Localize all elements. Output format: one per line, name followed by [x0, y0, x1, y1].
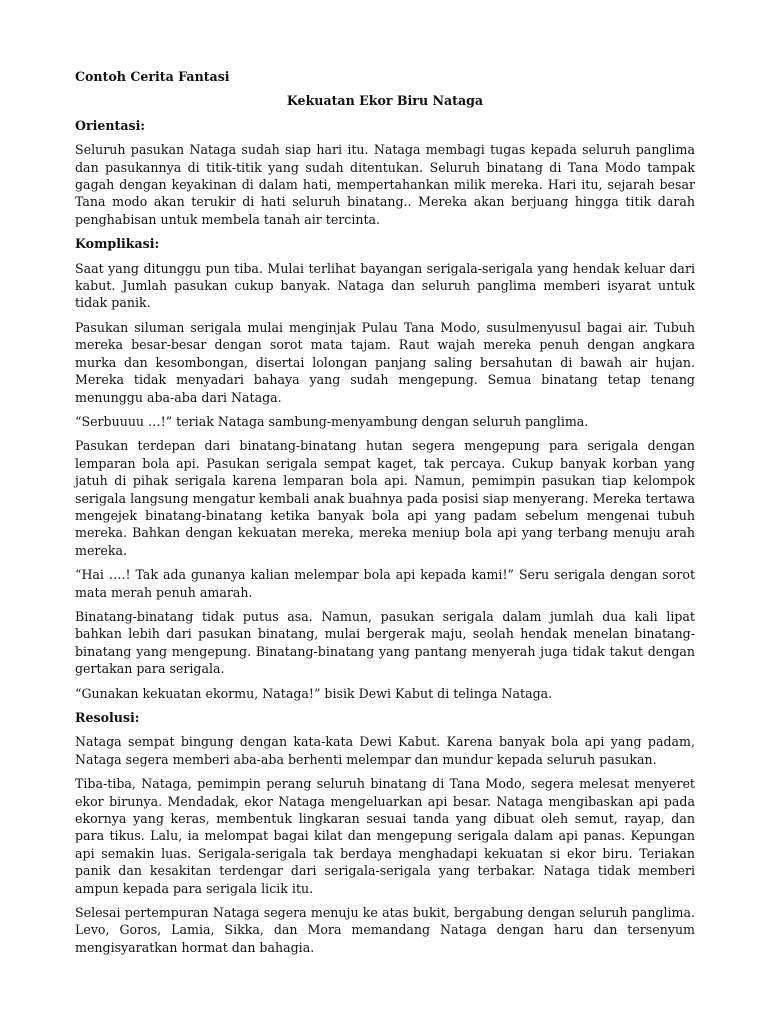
paragraph: Seluruh pasukan Nataga sudah siap hari itu. Nataga membagi tugas kepada seluruh panglima dan pasukannya di titik-titik yang sudah ditentukan. Seluruh binatang di Tana Modo tampak gagah dengan keyakinan di dalam hati, mempertahankan milik mereka. Hari itu, sejarah besar Tana modo akan terukir di hati seluruh binatang.. Mereka akan berjuang hingga titik darah penghabisan untuk membela tanah air tercinta. [75, 142, 695, 227]
paragraph: Binatang-binatang tidak putus asa. Namun, pasukan serigala dalam jumlah dua kali lipat bahkan lebih dari pasukan binatang, mulai bergerak maju, seolah hendak menelan binatang-binatang yang mengepung. Binatang-binatang yang pantang menyerah juga tidak takut dengan gertakan para serigala. [75, 608, 695, 677]
section-heading-resolusi: Resolusi: [75, 710, 140, 725]
paragraph: Saat yang ditunggu pun tiba. Mulai terlihat bayangan serigala-serigala yang hendak keluar dari kabut. Jumlah pasukan cukup banyak. Nataga dan seluruh panglima memberi isyarat untuk tidak panik. [75, 260, 695, 311]
paragraph: “Hai ….! Tak ada gunanya kalian melempar bola api kepada kami!” Seru serigala dengan sorot mata merah penuh amarah. [75, 567, 695, 600]
paragraph: “Gunakan kekuatan ekormu, Nataga!” bisik Dewi Kabut di telinga Nataga. [75, 685, 553, 701]
document-page [75, 68, 695, 963]
paragraph: Pasukan terdepan dari binatang-binatang hutan segera mengepung para serigala dengan lemparan bola api. Pasukan serigala sempat kaget, tak percaya. Cukup banyak korban yang jatuh di pihak serigala karena lemparan bola api. Namun, pemimpin pasukan tiap kelompok serigala langsung mengatur kembali anak buahnya pada posisi siap menyerang. Mereka tertawa mengejek binatang-binatang ketika banyak bola api yang padam sebelum mengenai tubuh mereka. Bahkan dengan kekuatan mereka, mereka meniup bola api yang terbang menuju arah mereka. [75, 438, 695, 558]
story-title: Kekuatan Ekor Biru Nataga [286, 93, 484, 109]
paragraph: Tiba-tiba, Nataga, pemimpin perang seluruh binatang di Tana Modo, segera melesat menyeret ekor birunya. Mendadak, ekor Nataga mengeluarkan api besar. Nataga mengibaskan api pada ekornya yang keras, membentuk lingkaran sesuai tanda yang dibuat oleh semut, rayap, dan para tikus. Lalu, ia melompat bagai kilat dan mengepung serigala dalam api panas. Kepungan api semakin luas. Serigala-serigala tak berdaya menghadapi kekuatan si ekor biru. Teriakan panik dan kesakitan terdengar dari serigala-serigala yang terbakar. Nataga tidak memberi ampun kepada para serigala licik itu. [75, 776, 695, 896]
paragraph: Nataga sempat bingung dengan kata-kata Dewi Kabut. Karena banyak bola api yang padam, Nataga segera memberi aba-aba berhenti melempar dan mundur kepada seluruh pasukan. [75, 734, 695, 767]
section-heading-orientasi: Orientasi: [75, 117, 146, 133]
document-title: Contoh Cerita Fantasi [75, 69, 230, 84]
paragraph: Pasukan siluman serigala mulai menginjak Pulau Tana Modo, susulmenyusul bagai air. Tubuh mereka besar-besar dengan sorot mata tajam. Raut wajah mereka penuh dengan angkara murka dan kesombongan, disertai lolongan panjang saling bersahutan di bawah air hujan. Mereka tidak menyadari bahaya yang sudah mengepung. Semua binatang tetap tenang menunggu aba-aba dari Nataga. [75, 319, 695, 405]
paragraph: Selesai pertempuran Nataga segera menuju ke atas bukit, bergabung dengan seluruh panglima. Levo, Goros, Lamia, Sikka, dan Mora memandang Nataga dengan haru dan tersenyum mengisyaratkan hormat dan bahagia. [75, 905, 695, 955]
paragraph: “Serbuuuu …!” teriak Nataga sambung-menyambung dengan seluruh panglima. [75, 413, 589, 429]
section-heading-komplikasi: Komplikasi: [75, 236, 160, 252]
